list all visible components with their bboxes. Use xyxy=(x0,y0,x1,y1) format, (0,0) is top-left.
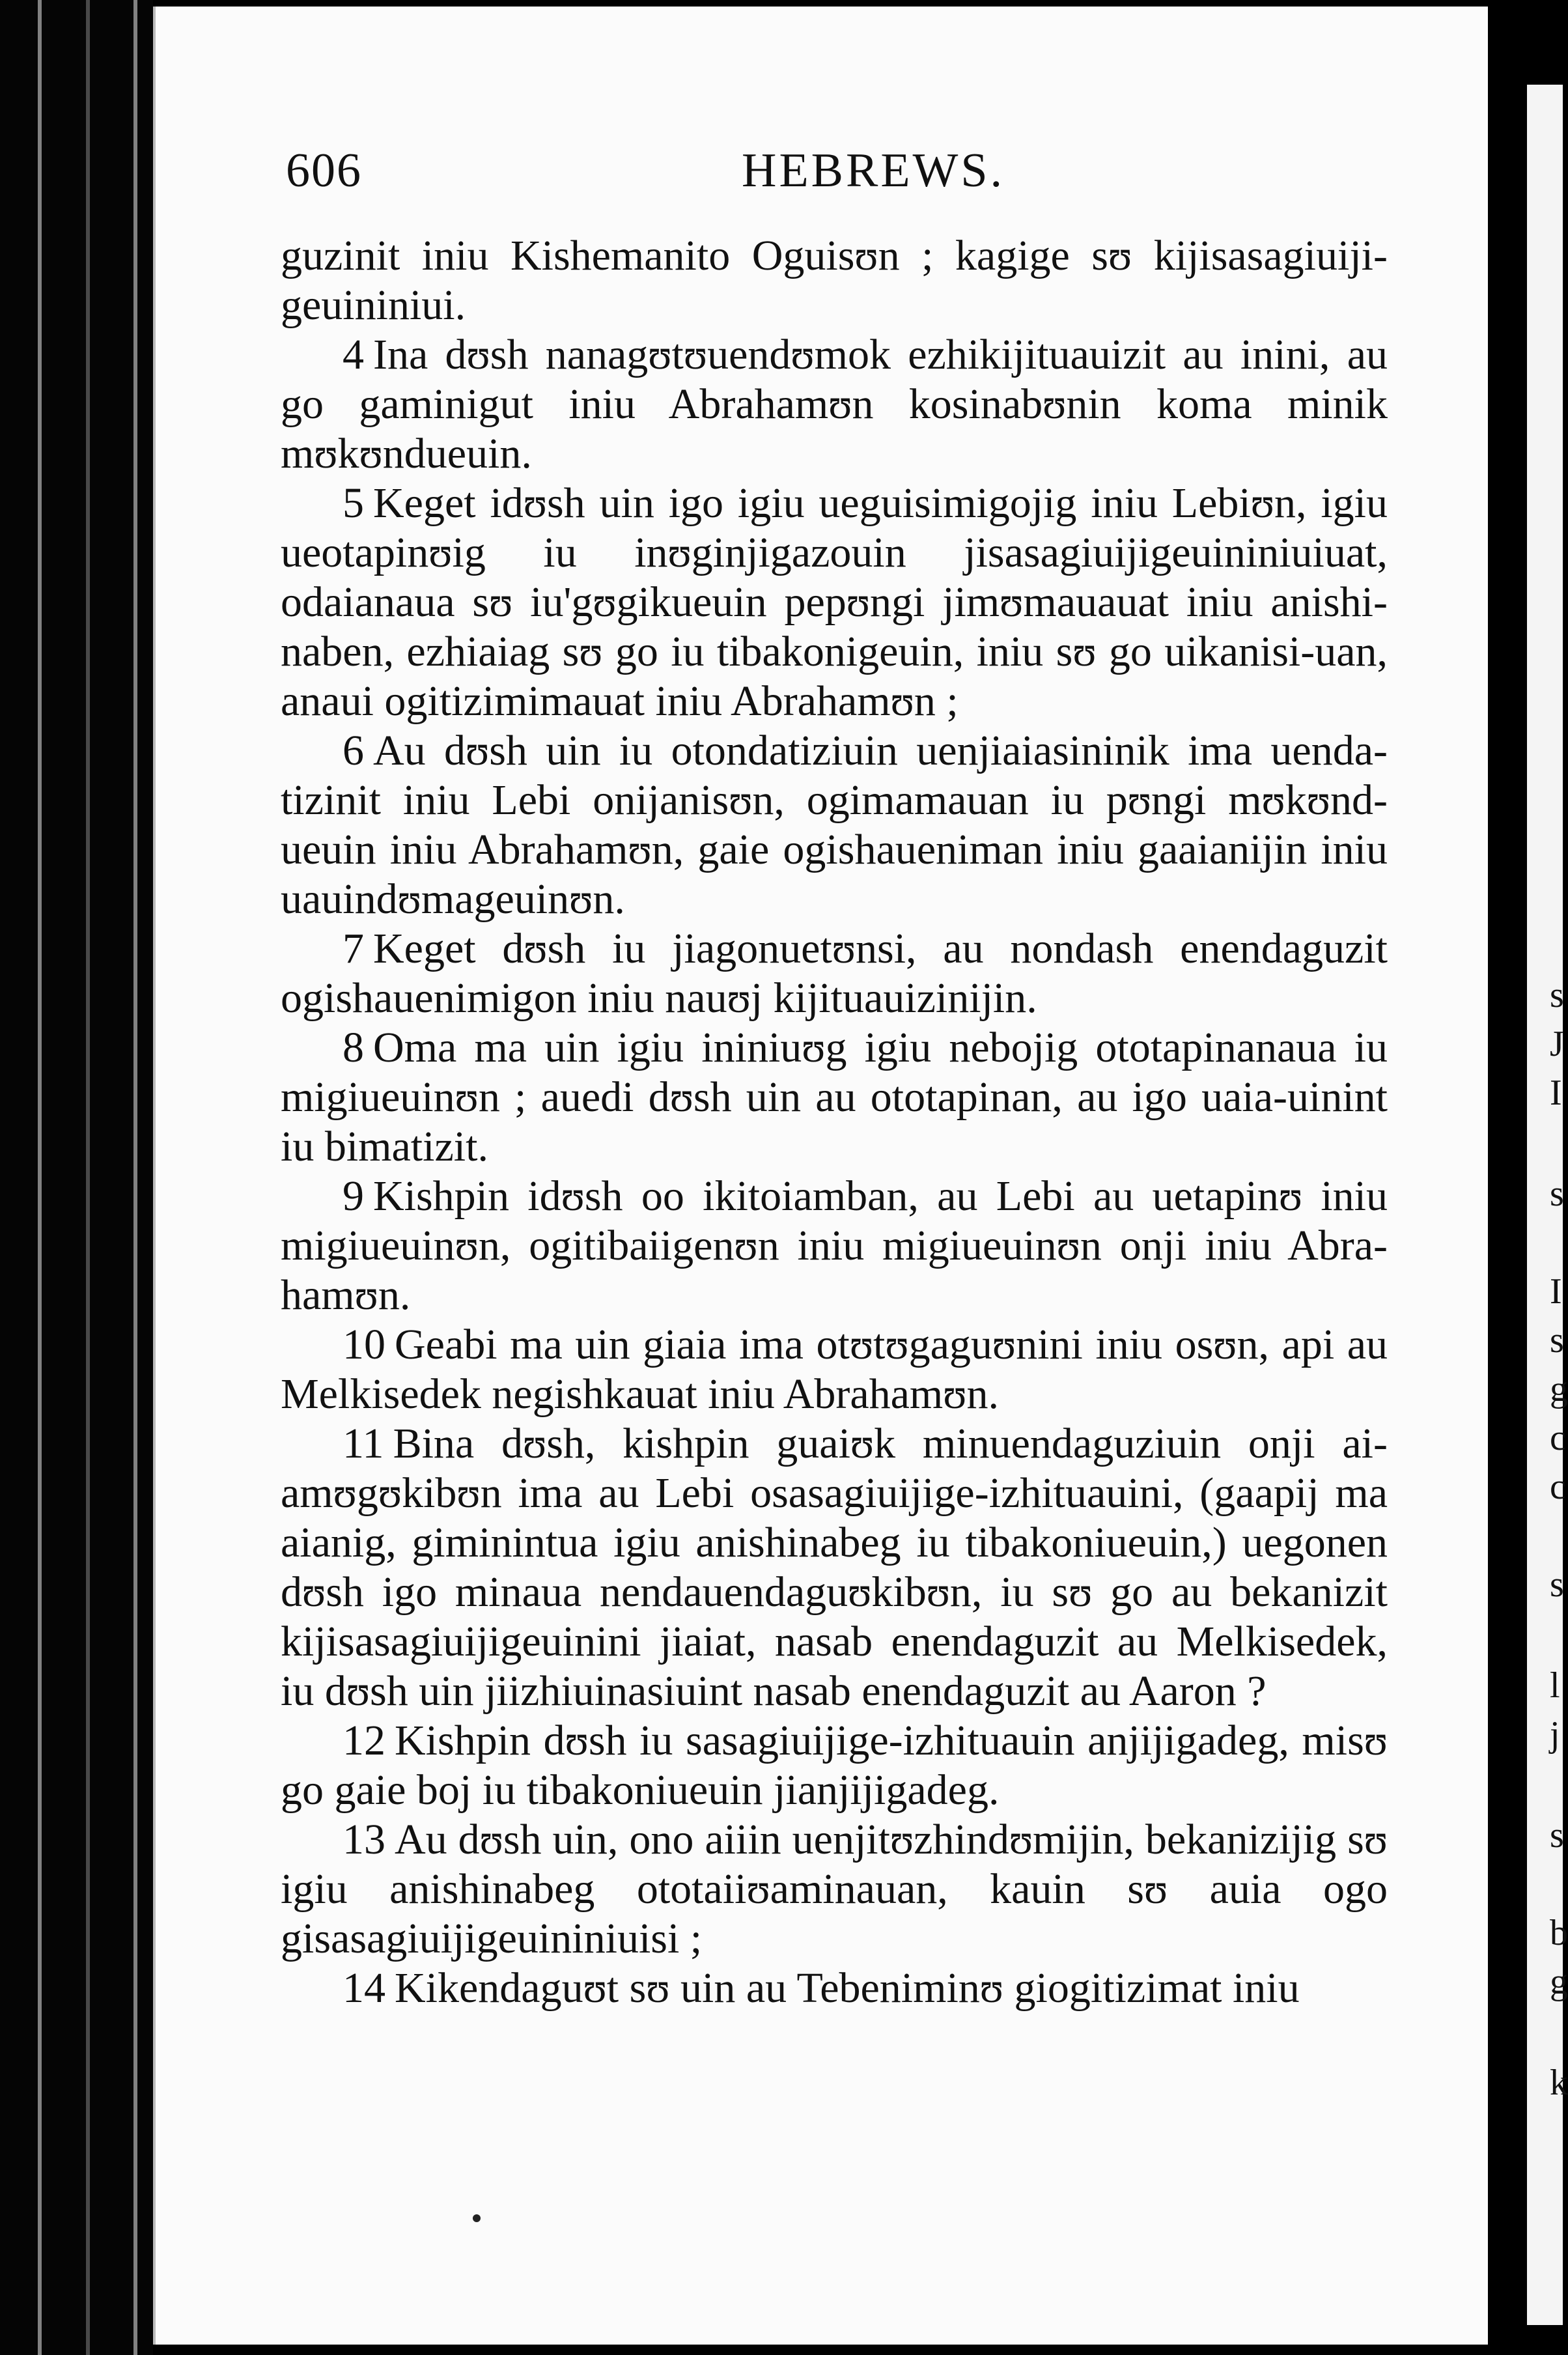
verse-text: Au dʊsh uin iu otondatiziuin uenjiaiasininik ima uenda-tizinit iniu Lebi onijanisʊn, ogimamauan iu pʊngi mʊkʊnd-ueuin iniu Abrahamʊn, gaie ogishaueniman iniu gaaianijin iniu uauindʊmageuinʊn. xyxy=(281,727,1388,923)
verse-text: Keget idʊsh uin igo igiu ueguisimigojig iniu Lebiʊn, igiu ueotapinʊig iu inʊginjigazouin jisasagiuijigeuininiuiuat, odaianaua sʊ iu'gʊgikueuin pepʊngi jimʊmauauat iniu anishi-naben, ezhiaiag sʊ go iu tibakonigeuin, iniu sʊ go uikanisi-uan, anaui ogitizimimauat iniu Abrahamʊn ; xyxy=(281,479,1388,725)
next-page-letter: g xyxy=(1550,1962,1568,2002)
next-page-letter: I xyxy=(1550,1073,1562,1113)
verse-number: 14 xyxy=(343,1964,385,2012)
book-gutter-shadow xyxy=(0,0,153,2355)
verse-paragraph xyxy=(281,479,1388,726)
verse-paragraph xyxy=(281,1320,1388,1419)
verse-number: 6 xyxy=(343,727,364,774)
book-page xyxy=(153,7,1491,2345)
binding-line xyxy=(38,0,42,2355)
verse-paragraph xyxy=(281,1172,1388,1320)
verse-number: 11 xyxy=(343,1420,384,1467)
next-page-letter: s xyxy=(1550,975,1564,1015)
verse-paragraph xyxy=(281,726,1388,924)
verse-paragraph xyxy=(281,1815,1388,1964)
verse-paragraph xyxy=(281,924,1388,1023)
verse-number: 13 xyxy=(343,1816,385,1863)
verse-number: 12 xyxy=(343,1717,385,1764)
next-page-letter: s xyxy=(1550,1174,1564,1214)
next-page-letter: c xyxy=(1550,1467,1566,1507)
verse-number: 10 xyxy=(343,1321,385,1368)
verse-text: Kikendaguʊt sʊ uin au Tebeniminʊ giogitizimat iniu xyxy=(395,1964,1300,2012)
binding-line xyxy=(86,0,90,2355)
next-page-letter: J xyxy=(1550,1024,1564,1064)
paragraph-text: guzinit iniu Kishemanito Oguisʊn ; kagige sʊ kijisasagiuiji-geuininiui. xyxy=(281,232,1388,329)
verse-text: Ina dʊsh nanagʊtʊuendʊmok ezhikijituauizit au inini, au go gaminigut iniu Abrahamʊn kosinabʊnin koma minik mʊkʊndueuin. xyxy=(281,331,1388,477)
next-page-letter: b xyxy=(1550,1913,1568,1953)
verse-text: Au dʊsh uin, ono aiiin uenjitʊzhindʊmijin, bekanizijig sʊ igiu anishinabeg ototaiiʊaminauan, kauin sʊ auia ogo gisasagiuijigeuininiuisi ; xyxy=(281,1816,1388,1962)
next-page-letter: s xyxy=(1550,1564,1564,1605)
next-page-letter: s xyxy=(1550,1815,1564,1855)
verse-number: 4 xyxy=(343,331,364,378)
verse-number: 5 xyxy=(343,479,364,527)
body-text xyxy=(281,231,1388,2063)
verse-text: Kishpin idʊsh oo ikitoiamban, au Lebi au uetapinʊ iniu migiueuinʊn, ogitibaiigenʊn iniu migiueuinʊn onji iniu Abra-hamʊn. xyxy=(281,1172,1388,1319)
next-page-letter: k xyxy=(1550,2063,1568,2103)
ink-speck xyxy=(473,2214,481,2222)
verse-paragraph xyxy=(281,2013,1388,2063)
verse-paragraph xyxy=(281,330,1388,479)
verse-paragraph xyxy=(281,1964,1388,2013)
verse-text: Bina dʊsh, kishpin guaiʊk minuendaguziuin onji ai-amʊgʊkibʊn ima au Lebi osasagiuijige-izhituauini, (gaapij ma aianig, giminintua igiu anishinabeg iu tibakoniueuin,) uegonen dʊsh igo minaua nendauendaguʊkibʊn, iu sʊ go au bekanizit kijisasagiuijigeuinini jiaiat, nasab enendaguzit au Melkisedek, iu dʊsh uin jiizhiuinasiuint nasab enendaguzit au Aaron ? xyxy=(281,1420,1388,1715)
next-page-letter: s xyxy=(1550,1320,1564,1361)
verse-text: Kishpin dʊsh iu sasagiuijige-izhituauin anjijigadeg, misʊ go gaie boj iu tibakoniueuin jianjijigadeg. xyxy=(281,1717,1388,1814)
next-page-letter: c xyxy=(1550,1418,1566,1458)
running-head: HEBREWS. xyxy=(742,144,1005,197)
verse-text: Keget dʊsh iu jiagonuetʊnsi, au nondash enendaguzit ogishauenimigon iniu nauʊj kijituauizinijin. xyxy=(281,925,1388,1022)
binding-line xyxy=(133,0,137,2355)
verse-text: Oma ma uin igiu ininiuʊg igiu nebojig ototapinanaua iu migiueuinʊn ; auedi dʊsh uin au ototapinan, au igo uaia-uinint iu bimatizit. xyxy=(281,1024,1388,1170)
verse-paragraph xyxy=(281,1419,1388,1716)
verse-number: 9 xyxy=(343,1172,364,1220)
verse-paragraph xyxy=(281,1023,1388,1172)
page-number: 606 xyxy=(286,144,362,197)
next-page-letter: I xyxy=(1550,1271,1562,1312)
verse-text: Geabi ma uin giaia ima otʊtʊgaguʊnini iniu osʊn, api au Melkisedek negishkauat iniu Abrahamʊn. xyxy=(281,1321,1388,1418)
next-page-letter: j xyxy=(1550,1714,1560,1755)
next-page-letter: g xyxy=(1550,1369,1568,1409)
next-page-letter: l xyxy=(1550,1665,1560,1706)
page-header xyxy=(286,130,1458,208)
verse-number: 7 xyxy=(343,925,364,972)
verse-paragraph xyxy=(281,1716,1388,1815)
verse-number: 8 xyxy=(343,1024,364,1071)
paragraph-continued xyxy=(281,231,1388,330)
